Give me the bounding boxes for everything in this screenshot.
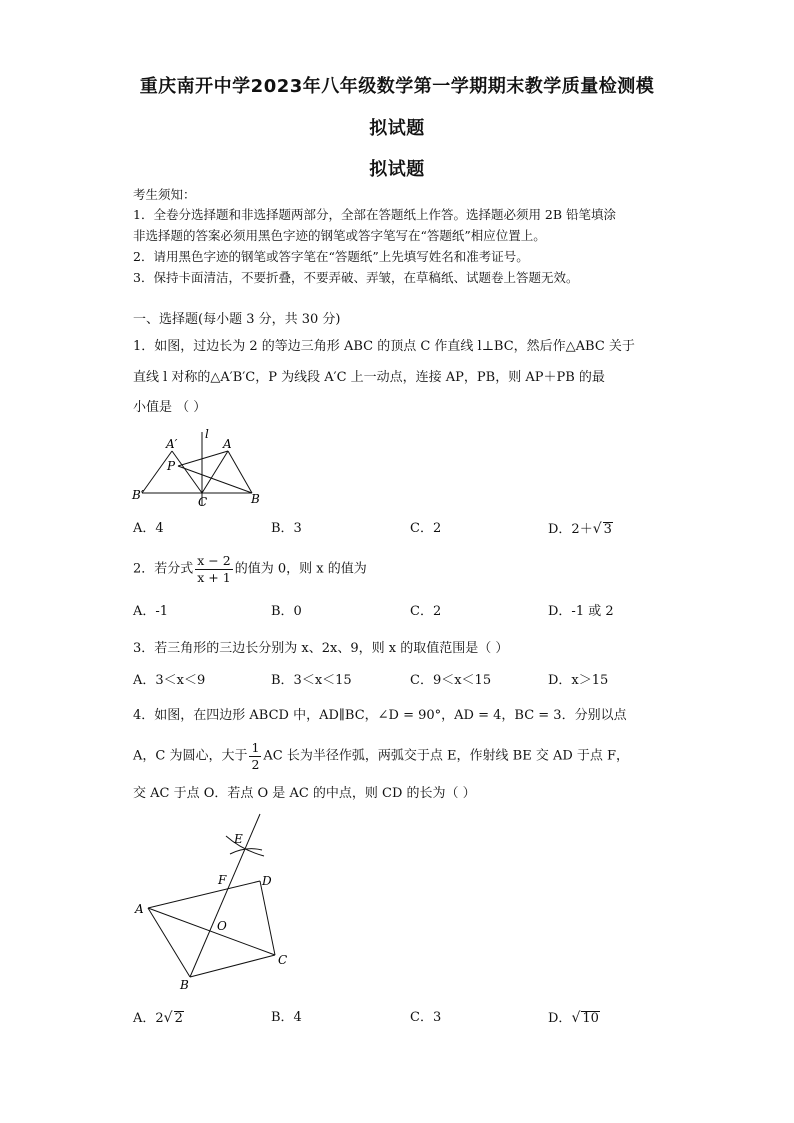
q1-text: 直线 l 对称的△A′B′C，P 为线段 A′C 上一动点，连接 AP，PB，则 AP＋PB 的最 [133, 370, 605, 385]
q4-figure [130, 812, 300, 992]
page-title: 重庆南开中学2023年八年级数学第一学期期末教学质量检测模 [139, 76, 655, 97]
fig4-label-o: O [217, 919, 227, 933]
fig4-label-f: F [218, 873, 227, 887]
q3-option-b: B．3＜x＜15 [271, 673, 352, 688]
q4-option-d-radicand: 10 [582, 1011, 599, 1026]
q2-option-c: C．2 [410, 604, 442, 619]
section-heading: 一、选择题(每小题 3 分，共 30 分) [133, 312, 341, 327]
fig1-label-b: B [251, 492, 260, 506]
q4-text: 交 AC 于点 O．若点 O 是 AC 的中点，则 CD 的长为（ ） [133, 786, 476, 801]
q4-half-numerator: 1 [251, 740, 260, 755]
q3-option-c: C．9＜x＜15 [410, 673, 492, 688]
fig1-label-l: l [205, 427, 209, 441]
q3-option-d: D．x＞15 [548, 673, 609, 688]
fig4-label-e: E [234, 832, 243, 846]
q4-option-d: D．√ 10 [548, 1010, 599, 1026]
fig1-label-b-prime: B′ [132, 488, 144, 502]
q4-option-a-radicand: 2 [174, 1011, 183, 1026]
q2-option-a: A．-1 [133, 604, 169, 619]
fig1-label-c: C [198, 495, 208, 509]
q2-option-b: B．0 [271, 604, 302, 619]
q1-option-b: B．3 [271, 521, 302, 536]
q2-denominator: x + 1 [197, 570, 231, 585]
fig1-label-a-prime: A′ [166, 437, 178, 451]
q3-option-a: A．3＜x＜9 [133, 673, 206, 688]
page-subtitle: 拟试题 [369, 159, 425, 180]
q4-option-a: A．2√ 2 [133, 1010, 183, 1026]
q1-figure [130, 424, 270, 514]
q1-text: 1．如图，过边长为 2 的等边三角形 ABC 的顶点 C 作直线 l⊥BC，然后作△ABC 关于 [133, 339, 635, 354]
fig4-label-d: D [262, 874, 272, 888]
fig4-label-b: B [180, 978, 189, 992]
page-title-continued: 拟试题 [369, 118, 425, 139]
q2-text [133, 553, 367, 586]
q1-text: 小值是 （ ） [133, 400, 207, 415]
notice-item: 3．保持卡面清洁，不要折叠，不要弄破、弄皱，在草稿纸、试题卷上答题无效。 [133, 270, 579, 285]
fig1-label-a: A [223, 437, 232, 451]
q4-option-b: B．4 [271, 1010, 302, 1025]
q4-line2-prefix: A，C 为圆心，大于 [133, 748, 248, 764]
q1-option-d-radicand: 3 [603, 522, 612, 537]
q1-option-d-prefix: D．2＋ [548, 522, 593, 537]
q2-option-d: D．-1 或 2 [548, 604, 614, 619]
q3-text: 3．若三角形的三边长分别为 x、2x、9，则 x 的取值范围是（ ） [133, 641, 509, 656]
fig1-label-p: P [167, 459, 176, 473]
notice-item: 非选择题的答案必须用黑色字迹的钢笔或答字笔写在“答题纸”相应位置上。 [133, 228, 546, 243]
q4-option-c: C．3 [410, 1010, 442, 1025]
q4-half-fraction [249, 740, 261, 773]
q4-text [133, 740, 629, 773]
q2-fraction [195, 553, 232, 586]
q1-option-d: D．2＋√ 3 [548, 521, 612, 537]
notice-item: 1．全卷分选择题和非选择题两部分，全部在答题纸上作答。选择题必须用 2B 铅笔填涂 [133, 207, 617, 222]
q1-option-a: A．4 [133, 521, 164, 536]
q4-option-a-prefix: A．2 [133, 1011, 164, 1026]
q4-half-denominator: 2 [251, 757, 260, 772]
notice-item: 2．请用黑色字迹的钢笔或答字笔在“答题纸”上先填写姓名和准考证号。 [133, 249, 529, 264]
q4-option-d-prefix: D． [548, 1011, 572, 1026]
q4-text: 4．如图，在四边形 ABCD 中，AD∥BC，∠D = 90°，AD = 4，BC = 3．分别以点 [133, 708, 627, 723]
q2-numerator: x − 2 [197, 553, 231, 568]
q1-option-c: C．2 [410, 521, 442, 536]
fig4-label-c: C [278, 953, 288, 967]
q4-line2-suffix: AC 长为半径作弧，两弧交于点 E，作射线 BE 交 AD 于点 F， [263, 748, 630, 764]
q2-suffix: 的值为 0，则 x 的值为 [234, 561, 367, 577]
q2-prefix: 2．若分式 [133, 561, 194, 577]
notice-heading: 考生须知： [133, 187, 196, 202]
fig4-label-a: A [135, 902, 144, 916]
